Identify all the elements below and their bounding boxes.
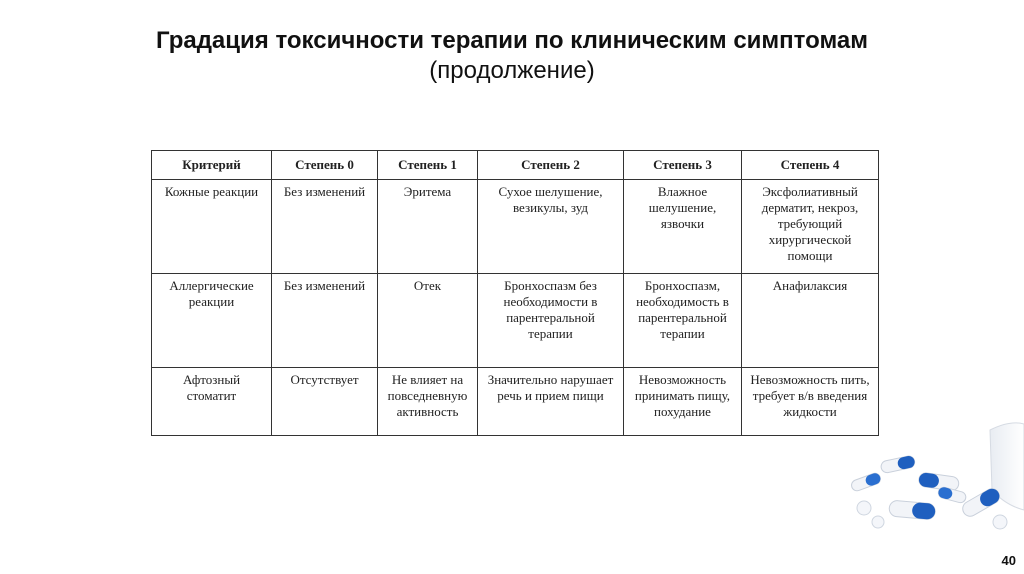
table-cell: Значительно нарушает речь и прием пищи: [478, 368, 624, 436]
slide-subtitle: (продолжение): [429, 57, 595, 84]
header-grade-4: Степень 4: [742, 151, 879, 180]
table-cell: Невозможность пить, требует в/в введения жидкости: [742, 368, 879, 436]
table-header-row: [152, 151, 879, 180]
table-cell: Бронхоспазм, необходимость в парентеральной терапии: [624, 274, 742, 368]
table-cell: Кожные реакции: [152, 180, 272, 274]
table-cell: Афтозный стоматит: [152, 368, 272, 436]
table-cell: Без изменений: [272, 180, 378, 274]
header-grade-3: Степень 3: [624, 151, 742, 180]
header-criterion: Критерий: [152, 151, 272, 180]
slide-title: Градация токсичности терапии по клиническим симптомам: [156, 27, 868, 54]
toxicity-table: [151, 150, 879, 436]
page-number: 40: [1001, 553, 1016, 568]
pills-illustration: [820, 410, 1024, 574]
table-row: [152, 180, 879, 274]
table-row: [152, 368, 879, 436]
header-grade-0: Степень 0: [272, 151, 378, 180]
table-cell: Эксфолиативный дерматит, некроз, требующий хирургической помощи: [742, 180, 879, 274]
table-cell: Бронхоспазм без необходимости в парентеральной терапии: [478, 274, 624, 368]
table-cell: Без изменений: [272, 274, 378, 368]
table-cell: Отек: [378, 274, 478, 368]
header-grade-1: Степень 1: [378, 151, 478, 180]
table-cell: Влажное шелушение, язвочки: [624, 180, 742, 274]
table-cell: Сухое шелушение, везикулы, зуд: [478, 180, 624, 274]
table-cell: Аллергические реакции: [152, 274, 272, 368]
table-cell: Отсутствует: [272, 368, 378, 436]
table-cell: Анафилаксия: [742, 274, 879, 368]
table-cell: Невозможность принимать пищу, похудание: [624, 368, 742, 436]
table-cell: Не влияет на повседневную активность: [378, 368, 478, 436]
slide-title-block: [0, 26, 1024, 86]
table-row: [152, 274, 879, 368]
header-grade-2: Степень 2: [478, 151, 624, 180]
table-cell: Эритема: [378, 180, 478, 274]
